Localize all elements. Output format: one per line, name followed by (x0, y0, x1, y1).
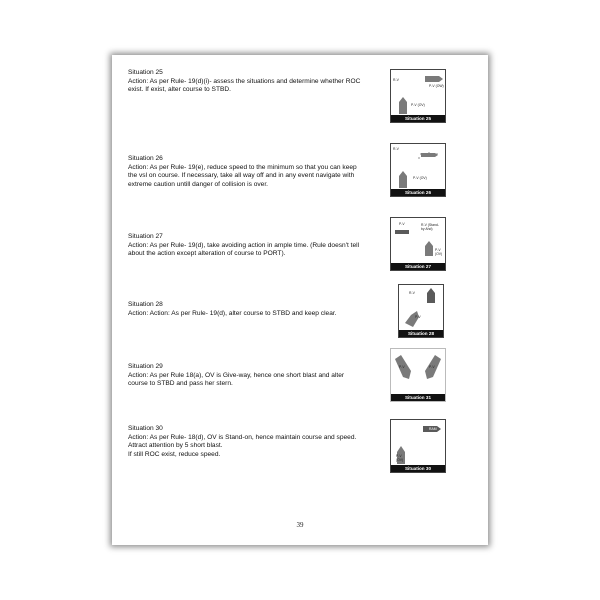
action-text: Attract attention by 5 short blast. (128, 442, 223, 450)
figure-label: P-V (415, 315, 421, 319)
action-text: exist. If exist, alter course to STBD. (128, 86, 231, 94)
situation-27-figure (390, 217, 446, 271)
situation-30-figure (390, 419, 446, 473)
situation-title: Situation 30 (128, 425, 163, 432)
vessel-shape (427, 288, 435, 303)
figure-caption: Situation 27 (391, 263, 445, 270)
action-text: Action: As per Rule- 19(d), take avoiding action in ample time. (Rule doesn't tell (128, 241, 360, 249)
figure-label: P-V (OV) (411, 103, 425, 107)
figure-caption: Situation 30 (391, 465, 445, 472)
vessel-shape (425, 76, 443, 82)
situation-27-block (128, 233, 380, 259)
situation-28-block (128, 301, 380, 318)
action-text: the vsl on course. If necessary, take all way off and in any event navigate with (128, 172, 355, 180)
figure-label: P-V (399, 222, 405, 226)
situation-29-figure (390, 348, 446, 402)
situation-26-block (128, 155, 380, 189)
situation-title: Situation 27 (128, 233, 163, 240)
action-text: Action: As per Rule- 19(e), reduce speed to the minimum so that you can keep (128, 163, 357, 171)
situation-26-figure (390, 143, 446, 197)
action-text: Action: As per Rule 18(a), OV is Give-way, hence one short blast and alter (128, 371, 345, 379)
vessel-shape (399, 97, 407, 114)
figure-caption: Situation 26 (391, 189, 445, 196)
action-text: Action: As per Rule- 18(d), OV is Stand-on, hence maintain course and speed. (128, 433, 357, 441)
situation-title: Situation 25 (128, 69, 163, 76)
figure-label: R-V (409, 291, 415, 295)
document-page (112, 55, 488, 545)
situation-25-block (128, 69, 380, 95)
page-number: 39 (296, 521, 304, 529)
vessel-shape (425, 241, 433, 256)
figure-label: RAM (429, 427, 437, 431)
situation-25-figure (390, 69, 446, 123)
figure-label: R-V (393, 147, 399, 151)
action-text: Action: Action: As per Rule- 19(d), alter course to STBD and keep clear. (128, 309, 337, 317)
figure-label: P-V (429, 365, 435, 369)
figure-label: P-V (OV) (396, 454, 404, 462)
vessel-shape (405, 311, 419, 327)
figure-label: R-V (393, 78, 399, 82)
figure-label: P-V (OW) (429, 84, 444, 88)
action-text: about the action except alteration of course to PORT). (128, 250, 286, 258)
figure-caption: Situation 28 (399, 330, 443, 337)
situation-title: Situation 26 (128, 155, 163, 162)
action-text: If still ROC exist, reduce speed. (128, 450, 221, 458)
vessel-shape (421, 153, 438, 157)
vessel-shape (399, 171, 407, 188)
vessel-shape (395, 230, 409, 234)
figure-label: R-V (Stand-by Ahd) (421, 223, 439, 231)
figure-caption: Situation 31 (391, 394, 445, 401)
figure-label: P-V (OV) (413, 176, 427, 180)
action-text: course to STBD and pass her stern. (128, 380, 233, 388)
action-text: Action: As per Rule- 19(d)(i)- assess the situations and determine whether ROC (128, 77, 361, 85)
figure-label: P-V (OV) (435, 248, 443, 256)
situation-title: Situation 29 (128, 363, 163, 370)
figure-caption: Situation 25 (391, 115, 445, 122)
figure-label: P-V (399, 365, 405, 369)
situation-title: Situation 28 (128, 301, 163, 308)
situation-28-figure (398, 284, 444, 338)
situation-29-block (128, 363, 380, 389)
situation-30-block (128, 425, 380, 459)
action-text: extreme caution untill danger of collision is over. (128, 180, 269, 188)
